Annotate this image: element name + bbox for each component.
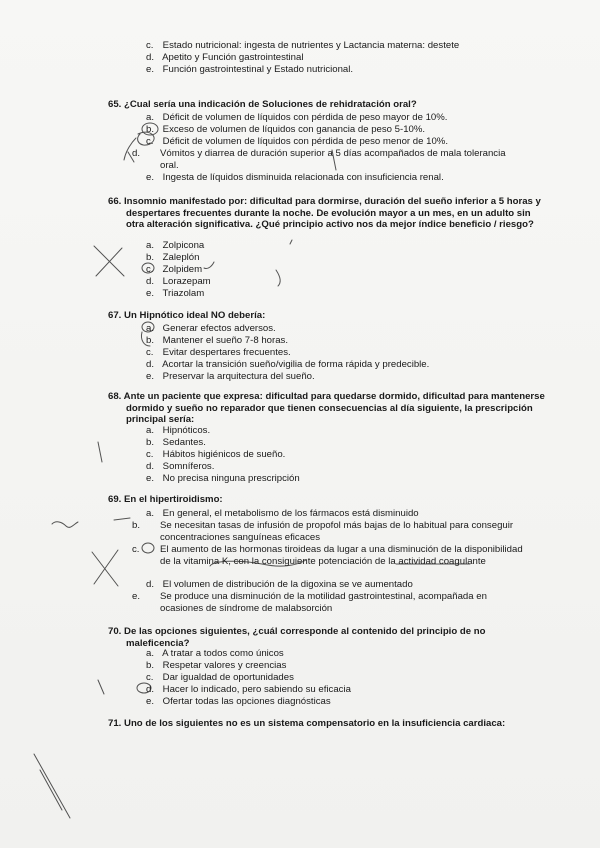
q65-option-d: d. Vómitos y diarrea de duración superior a 5 días acompañados de mala tolerancia oral. [132,148,506,171]
q67-option-e: e. Preservar la arquitectura del sueño. [146,371,315,382]
q68-option-a: a. Hipnóticos. [146,425,211,436]
pen-dash-q69 [114,518,130,520]
pen-stroke-q65 [124,138,136,160]
margin-scribble-q69 [52,522,78,528]
pen-check-q66 [204,262,214,269]
answer-circle-q69-c [142,543,154,553]
pen-tick-q66 [290,240,292,244]
q70-option-c: c. Dar igualdad de oportunidades [146,672,294,683]
question-67: 67. Un Hipnótico ideal NO debería: [108,310,266,321]
pen-stroke-q65-e [332,150,336,170]
question-66: 66. Insomnio manifestado por: dificultad para dormirse, duración del sueño inferior a 5 horas y despertares frecuentes durante la noche. De evolución mayor a un mes, en un adulto sin otra alteración significativa. ¿Qué principio activo nos da mejor índice beneficio / riesgo? [108,196,541,230]
q67-option-c: c. Evitar despertares frecuentes. [146,347,291,358]
q65-option-a: a. Déficit de volumen de líquidos con pérdida de peso mayor de 10%. [146,112,448,123]
q65-option-c: c. Déficit de volumen de líquidos con pérdida de peso menor de 10%. [146,136,448,147]
q69-option-d: d. El volumen de distribución de la digoxina se ve aumentado [146,579,413,590]
prev-option-e: e. Función gastrointestinal y Estado nutricional. [146,64,354,75]
q70-option-a: a. A tratar a todos como únicos [146,648,284,659]
prev-option-c: c. Estado nutricional: ingesta de nutrientes y Lactancia materna: destete [146,40,460,51]
q67-option-b: b. Mantener el sueño 7-8 horas. [146,335,288,346]
q68-option-b: b. Sedantes. [146,437,206,448]
q66-option-b: b. Zaleplón [146,252,200,263]
answer-circle-q67-a [142,322,154,332]
question-68: 68. Ante un paciente que expresa: dificultad para quedarse dormido, dificultad para mantenerse dormido y sueño no reparador que tienen consecuencias al día siguiente, la prescripción principal sería: [108,391,545,425]
q69-option-c: c. El aumento de las hormonas tiroideas da lugar a una disminución de la disponibilidad de la vitamina K, con la consiguiente potenciación de la actividad coagulante [132,544,523,567]
q68-option-c: c. Hábitos higiénicos de sueño. [146,449,286,460]
answer-circle-q66-c [142,263,154,273]
q65-option-b: b. Exceso de volumen de líquidos con ganancia de peso 5-10%. [146,124,426,135]
q68-option-e: e. No precisa ninguna prescripción [146,473,300,484]
prev-option-d: d. Apetito y Función gastrointestinal [146,52,304,63]
q68-option-d: d. Somníferos. [146,461,215,472]
question-71: 71. Uno de los siguientes no es un sistema compensatorio en la insuficiencia cardiaca: [108,718,506,729]
q69-option-b: b. Se necesitan tasas de infusión de propofol más bajas de lo habitual para conseguir concentraciones sanguíneas eficaces [132,520,514,543]
pen-blot-q66 [276,270,280,286]
q69-option-e: e. Se produce una disminución de la motilidad gastrointestinal, acompañada en ocasiones de síndrome de malabsorción [132,591,487,614]
q66-option-d: d. Lorazepam [146,276,211,287]
pen-stroke-q67 [141,332,150,346]
question-69: 69. En el hipertiroidismo: [108,494,223,505]
question-65: 65. ¿Cual sería una indicación de Soluciones de rehidratación oral? [108,99,417,110]
pen-stroke-q65-b [128,152,134,162]
q66-option-c: c. Zolpidem [146,264,203,275]
pen-check-q70 [98,680,104,694]
q66-option-e: e. Triazolam [146,288,205,299]
question-70: 70. De las opciones siguientes, ¿cuál corresponde al contenido del principio de no maleficencia? [108,626,486,649]
handwritten-anticoagulante [210,560,306,566]
q69-option-a: a. En general, el metabolismo de los fármacos está disminuido [146,508,419,519]
pen-check-q68 [98,442,102,462]
q66-option-a: a. Zolpicona [146,240,205,251]
answer-circle-q70-d [137,683,151,693]
q67-option-a: a. Generar efectos adversos. [146,323,276,334]
q65-option-e: e. Ingesta de líquidos disminuida relacionada con insuficiencia renal. [146,172,444,183]
q70-option-b: b. Respetar valores y creencias [146,660,287,671]
x-mark-q69-b [94,550,118,584]
q70-option-e: e. Ofertar todas las opciones diagnósticas [146,696,331,707]
pen-stroke-bottom-b [40,770,62,810]
q70-option-d: d. Hacer lo indicado, pero sabiendo su eficacia [146,684,351,695]
pen-stroke-bottom [34,754,70,818]
q67-option-d: d. Acortar la transición sueño/vigilia de forma rápida y predecible. [146,359,430,370]
